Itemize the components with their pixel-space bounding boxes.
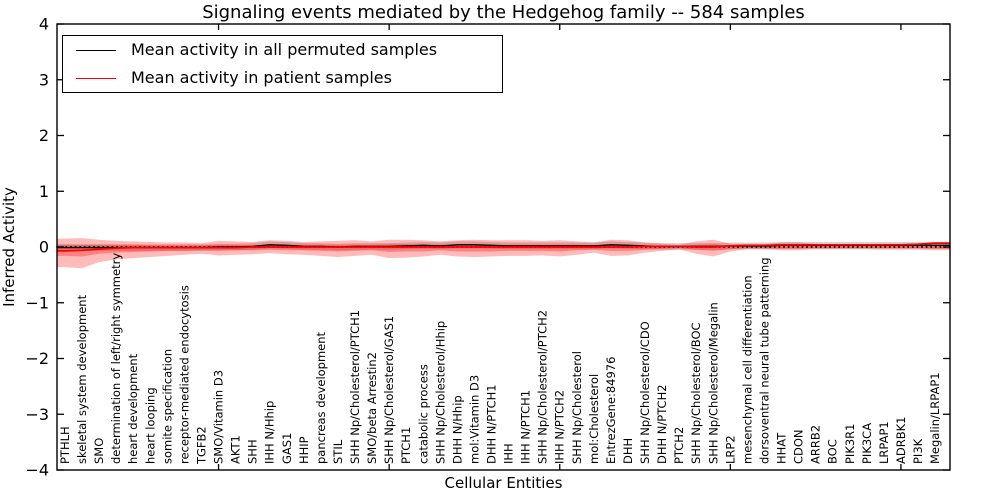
category-label: EntrezGene:84976: [603, 356, 618, 464]
legend-label-permuted: Mean activity in all permuted samples: [131, 40, 438, 59]
category-label: DHH: [620, 437, 635, 464]
category-label: SHH Np/Cholesterol/BOC: [689, 322, 704, 464]
category-label: HHAT: [774, 432, 789, 464]
y-tick-label: −2: [25, 349, 49, 368]
legend-entry-permuted: [63, 36, 502, 64]
category-label: skeletal system development: [75, 294, 90, 464]
category-label: SHH Np/Cholesterol/CDO: [638, 321, 653, 464]
legend-line-sample-permuted: [76, 50, 116, 51]
category-label: PIK3CA: [859, 422, 874, 464]
category-label: LRPAP1: [876, 421, 891, 464]
category-label: SHH Np/Cholesterol/GAS1: [382, 315, 397, 464]
y-tick-label: −3: [25, 404, 49, 424]
y-tick-label: 3: [38, 70, 49, 90]
category-label: CDON: [791, 429, 806, 464]
category-label: SHH Np/Cholesterol/Hhip: [433, 320, 448, 464]
y-tick-label: 1: [38, 181, 49, 201]
category-label: catabolic process: [416, 364, 431, 464]
legend-line-sample-patient: [76, 78, 116, 79]
category-label: PTHLH: [58, 426, 72, 464]
category-label: SHH: [245, 439, 260, 464]
category-label: STIL: [330, 439, 345, 464]
y-tick-label: 2: [38, 126, 49, 145]
category-label: IHH N/Hhip: [262, 400, 277, 464]
category-label: SHH Np/Cholesterol/Megalin: [706, 302, 721, 464]
category-label: IHH N/PTCH1: [518, 389, 533, 464]
category-label: ARRB2: [808, 424, 823, 464]
y-axis-label: Inferred Activity: [0, 187, 18, 307]
category-label: SHH Np/Cholesterol: [569, 351, 584, 464]
category-label: mesenchymal cell differentiation: [740, 275, 755, 464]
category-label: determination of left/right symmetry: [109, 252, 124, 464]
category-label: PIK3R1: [842, 423, 857, 464]
y-tick-label: −1: [25, 293, 49, 313]
category-label: HHIP: [296, 436, 311, 464]
category-label: SHH Np/Cholesterol/PTCH1: [348, 309, 363, 464]
category-label: PTCH2: [672, 426, 687, 464]
y-tick-label: 4: [38, 14, 49, 34]
category-label: ADRBK1: [893, 416, 908, 464]
category-label: heart looping: [143, 387, 158, 464]
category-label: SHH Np/Cholesterol/PTCH2: [535, 309, 550, 464]
category-label: LRP2: [723, 435, 738, 464]
legend-entry-patient: [63, 64, 502, 92]
category-label: DHH N/PTCH1: [484, 384, 499, 464]
category-label: receptor-mediated endocytosis: [177, 285, 192, 464]
category-label: SMO/Vitamin D3: [211, 369, 226, 464]
category-label: SMO/beta Arrestin2: [365, 352, 380, 464]
category-label: AKT1: [228, 435, 243, 464]
category-label: DHH N/Hhip: [450, 395, 465, 464]
category-label: IHH: [501, 443, 516, 464]
legend: [62, 35, 503, 93]
category-label: DHH N/PTCH2: [655, 384, 670, 464]
legend-label-patient: Mean activity in patient samples: [131, 68, 392, 87]
chart-title: Signaling events mediated by the Hedgehog family -- 584 samples: [202, 2, 805, 23]
category-label: GAS1: [279, 432, 294, 464]
category-label: SMO: [92, 437, 107, 464]
x-axis-label: Cellular Entities: [444, 474, 563, 492]
y-tick-label: 0: [38, 237, 49, 257]
category-label: PTCH1: [399, 426, 414, 464]
category-label: pancreas development: [313, 331, 328, 464]
y-tick-label: −4: [25, 460, 49, 480]
category-label: heart development: [126, 353, 141, 464]
category-label: TGFB2: [194, 426, 209, 464]
category-label: BOC: [825, 439, 840, 464]
category-label: mol:Cholesterol: [586, 373, 601, 464]
category-label: dorsoventral neural tube patterning: [757, 257, 772, 464]
category-label: Megalin/LRPAP1: [928, 372, 943, 464]
category-label: IHH N/PTCH2: [552, 389, 567, 464]
category-label: somite specification: [160, 348, 175, 464]
category-label: PI3K: [911, 438, 925, 464]
category-label: mol:Vitamin D3: [467, 374, 482, 464]
